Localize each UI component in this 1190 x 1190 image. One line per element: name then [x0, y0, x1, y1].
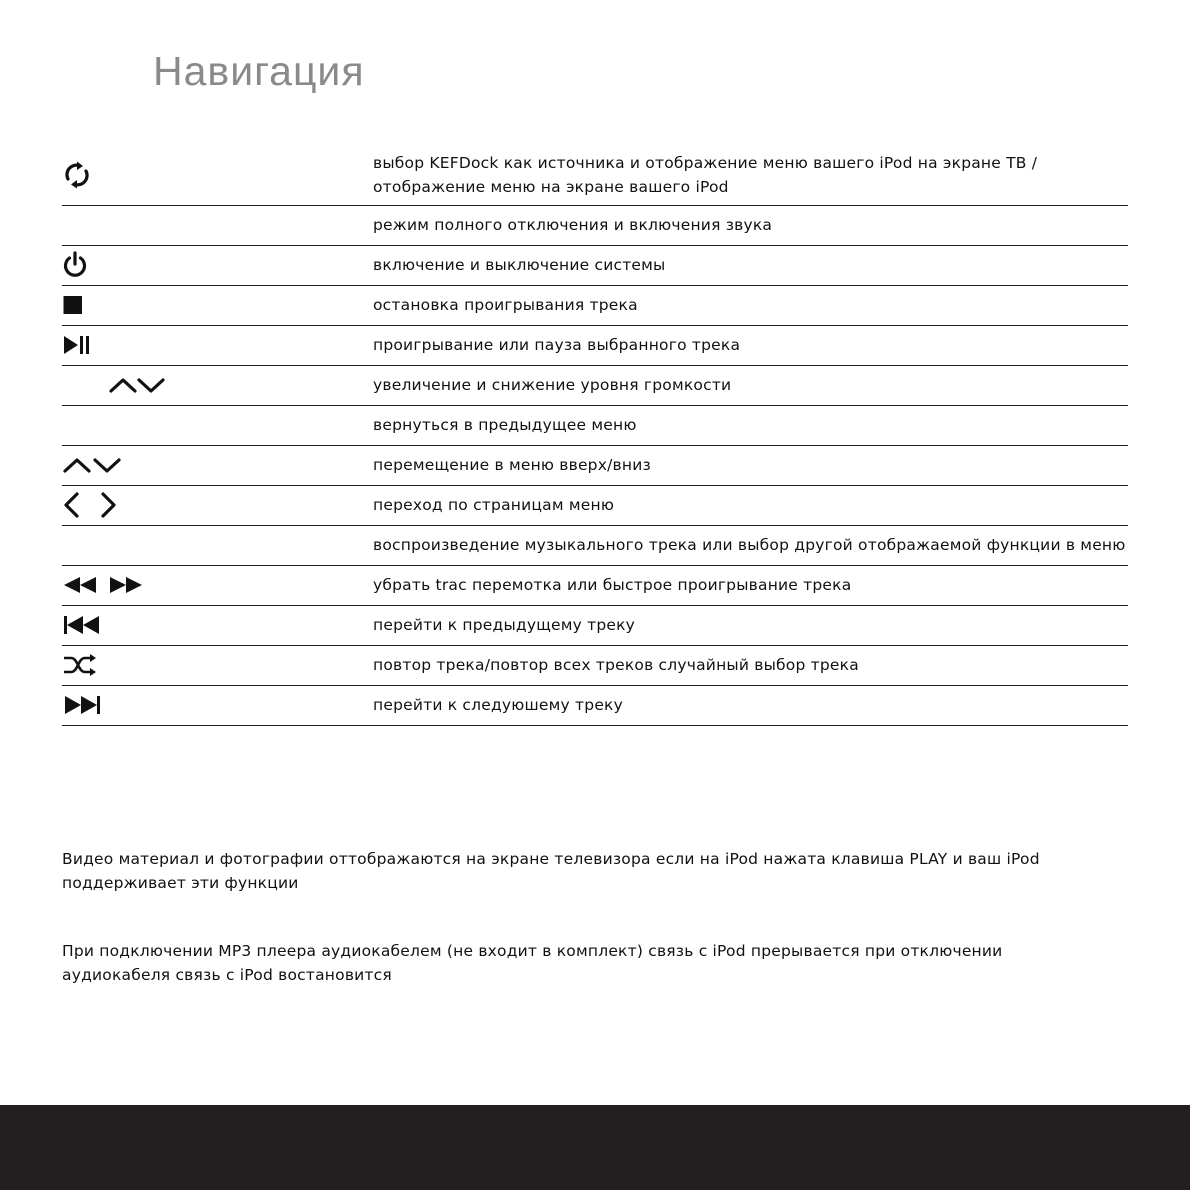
row-description-line: убрать trac перемотка или быстрое проигрывание трека [373, 576, 852, 595]
table-row [62, 646, 1128, 686]
row-description [373, 406, 637, 445]
rewind-fast-forward-icon [62, 566, 146, 605]
row-description [373, 206, 772, 245]
page-title: Навигация [153, 48, 365, 94]
note-video-line: поддерживает эти функции [62, 874, 299, 892]
table-row [62, 446, 1128, 486]
note-video-line: Видео материал и фотографии оттображаются на экране телевизора если на iPod нажата клавиша PLAY и ваш iPod [62, 850, 1040, 868]
left-right-icon [62, 486, 120, 525]
play-pause-icon [62, 326, 92, 365]
table-row [62, 486, 1128, 526]
refresh-icon [62, 145, 92, 205]
row-description-line: остановка проигрывания трека [373, 296, 638, 315]
row-description [373, 646, 859, 685]
row-description-line: увеличение и снижение уровня громкости [373, 376, 732, 395]
row-description-line: режим полного отключения и включения звука [373, 216, 773, 235]
row-description-line: воспроизведение музыкального трека или выбор другой отображаемой функции в меню [373, 536, 1126, 555]
row-description-line: отображение меню на экране вашего iPod [373, 177, 729, 196]
volume-up-down-icon [108, 366, 166, 405]
previous-track-icon [62, 606, 102, 645]
table-row [62, 246, 1128, 286]
row-description-line: выбор KEFDock как источника и отображение меню вашего iPod на экране ТВ / [373, 153, 1038, 172]
shuffle-icon [62, 646, 98, 685]
note-audio-cable-line: аудиокабеля связь с iPod востановится [62, 966, 392, 984]
table-row [62, 286, 1128, 326]
row-description-line: перейти к следуюшему треку [373, 696, 623, 715]
row-description-line: перемещение в меню вверх/вниз [373, 456, 651, 475]
row-description-line: перейти к предыдущему треку [373, 616, 636, 635]
note-audio-cable [62, 939, 1002, 987]
stop-icon [62, 286, 84, 325]
row-description [373, 326, 740, 365]
row-description [373, 486, 614, 525]
row-description [373, 446, 651, 485]
row-description [373, 366, 731, 405]
row-description [373, 286, 638, 325]
row-description-line: переход по страницам меню [373, 496, 615, 515]
row-description-line: включение и выключение системы [373, 256, 666, 275]
up-down-icon [62, 446, 122, 485]
row-description-line: повтор трека/повтор всех треков случайный выбор трека [373, 656, 859, 675]
footer-bar [0, 1105, 1190, 1190]
note-video [62, 847, 1040, 895]
row-description-line: вернуться в предыдущее меню [373, 416, 637, 435]
next-track-icon [62, 686, 102, 725]
table-row [62, 526, 1128, 566]
power-icon [62, 246, 88, 285]
table-row [62, 206, 1128, 246]
row-description [373, 526, 1126, 565]
table-row [62, 406, 1128, 446]
row-description [373, 145, 1037, 205]
row-description-line: проигрывание или пауза выбранного трека [373, 336, 741, 355]
table-row [62, 366, 1128, 406]
row-description [373, 246, 666, 285]
row-description [373, 606, 635, 645]
table-row [62, 606, 1128, 646]
row-description [373, 686, 623, 725]
table-row [62, 686, 1128, 726]
table-row [62, 326, 1128, 366]
table-row [62, 566, 1128, 606]
row-description [373, 566, 851, 605]
table-row [62, 145, 1128, 206]
note-audio-cable-line: При подключении MP3 плеера аудиокабелем (не входит в комплект) связь с iPod прерывается при отключении [62, 942, 1003, 960]
